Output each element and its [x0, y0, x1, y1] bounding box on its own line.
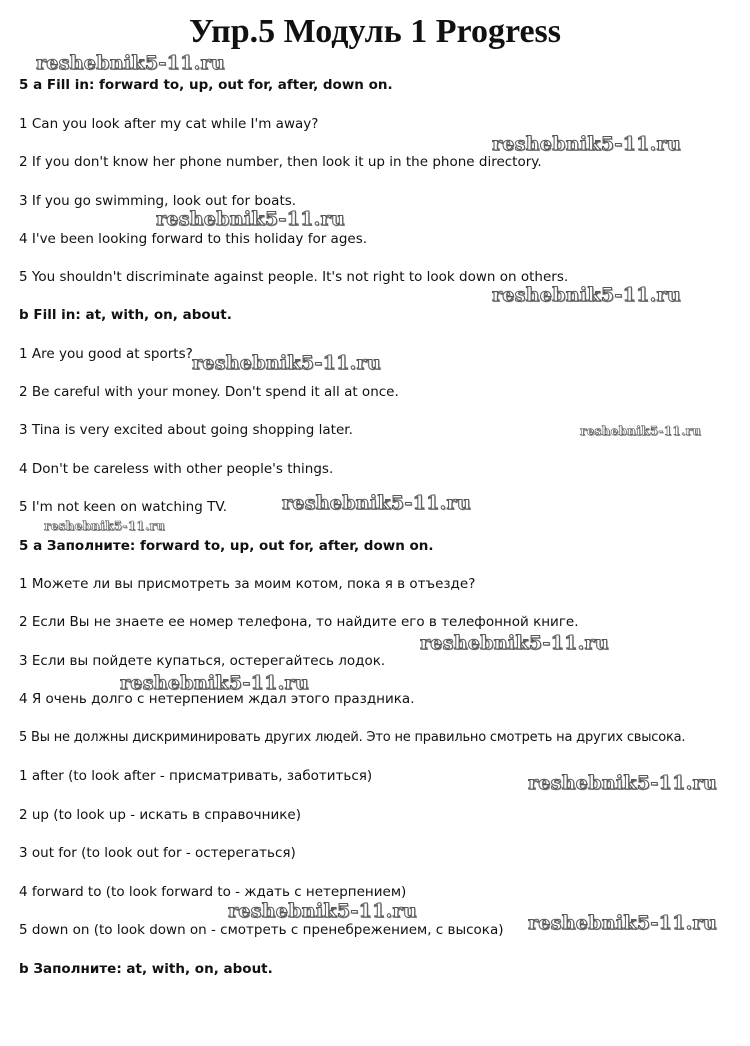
watermark: reshebnik5-11.ru: [156, 208, 345, 230]
watermark: reshebnik5-11.ru: [528, 912, 717, 934]
watermark: reshebnik5-11.ru: [36, 52, 225, 74]
answer-line: 1 after (to look after - присматривать, заботиться): [19, 768, 373, 784]
watermark: reshebnik5-11.ru: [228, 900, 417, 922]
translation-line: 5 Вы не должны дискриминировать других людей. Это не правильно смотреть на других свысока.: [19, 730, 686, 745]
watermark: reshebnik5-11.ru: [192, 352, 381, 374]
translation-line: 2 Если Вы не знаете ее номер телефона, то найдите его в телефонной книге.: [19, 614, 579, 630]
watermark: reshebnik5-11.ru: [44, 519, 166, 533]
section-heading-b-ru: b Заполните: at, with, on, about.: [19, 961, 273, 977]
page-title: Упр.5 Модуль 1 Progress: [188, 13, 561, 50]
answer-line: 5 down on (to look down on - смотреть с пренебрежением, с высока): [19, 922, 504, 938]
exercise-line: 4 I've been looking forward to this holiday for ages.: [19, 231, 368, 247]
watermark: reshebnik5-11.ru: [420, 632, 609, 654]
watermark: reshebnik5-11.ru: [492, 284, 681, 306]
answer-line: 3 out for (to look out for - остерегаться): [19, 845, 296, 861]
exercise-line: 3 If you go swimming, look out for boats.: [19, 193, 297, 209]
exercise-line: 2 If you don't know her phone number, then look it up in the phone directory.: [19, 154, 542, 170]
exercise-line: 1 Are you good at sports?: [19, 346, 193, 362]
watermark: reshebnik5-11.ru: [528, 772, 717, 794]
exercise-line: 1 Can you look after my cat while I'm away?: [19, 116, 319, 132]
section-heading-5a-ru: 5 а Заполните: forward to, up, out for, after, down on.: [19, 538, 434, 554]
exercise-line: 4 Don't be careless with other people's things.: [19, 461, 334, 477]
watermark: reshebnik5-11.ru: [492, 133, 681, 155]
watermark: reshebnik5-11.ru: [120, 672, 309, 694]
watermark: reshebnik5-11.ru: [282, 492, 471, 514]
exercise-line: 3 Tina is very excited about going shopping later.: [19, 422, 353, 438]
answer-line: 2 up (to look up - искать в справочнике): [19, 807, 301, 823]
translation-line: 1 Можете ли вы присмотреть за моим котом, пока я в отъезде?: [19, 576, 476, 592]
translation-line: 3 Если вы пойдете купаться, остерегайтесь лодок.: [19, 653, 386, 669]
section-heading-5a: 5 a Fill in: forward to, up, out for, after, down on.: [19, 77, 393, 93]
answer-line: 4 forward to (to look forward to - ждать с нетерпением): [19, 884, 407, 900]
watermark: reshebnik5-11.ru: [580, 424, 702, 438]
translation-line: 4 Я очень долго с нетерпением ждал этого праздника.: [19, 691, 415, 707]
exercise-line: 5 You shouldn't discriminate against people. It's not right to look down on others.: [19, 269, 569, 285]
exercise-line: 2 Be careful with your money. Don't spend it all at once.: [19, 384, 399, 400]
exercise-line: 5 I'm not keen on watching TV.: [19, 499, 228, 515]
section-heading-b: b Fill in: at, with, on, about.: [19, 307, 232, 323]
